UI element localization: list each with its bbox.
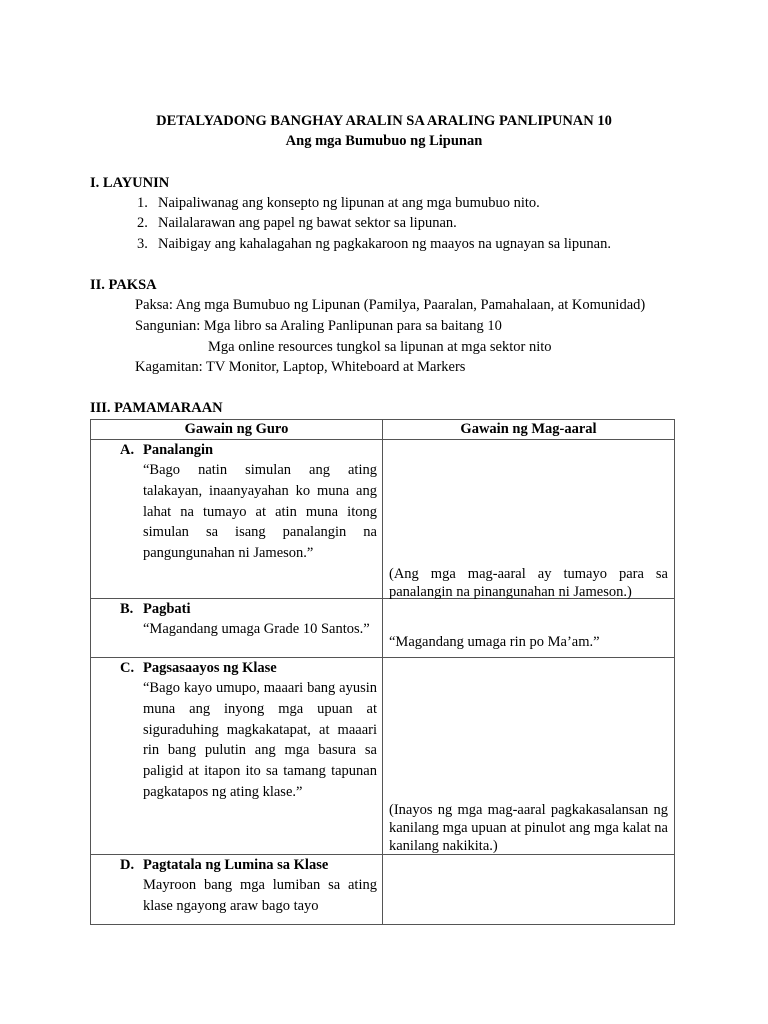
student-activity-cell (383, 440, 675, 599)
teacher-activity-cell (91, 855, 383, 925)
item-title: Pagbati (143, 601, 191, 617)
teacher-script: “Bago kayo umupo, maaari bang ayusin muna ang inyong mga upuan at siguraduhing magkakatapat, at maaari rin bang pulutin ang mga basura sa paligid at itapon ito sa tamang tapunan pagkatapos ng ating klase.” (143, 680, 377, 800)
teacher-script: “Bago natin simulan ang ating talakayan, inaanyayahan ko muna ang lahat na tumayo at atin muna itong simulan sa isang panalangin na pangungunahan ni Jameson.” (143, 462, 377, 562)
table-row (91, 658, 675, 855)
student-activity-cell (383, 599, 675, 658)
objective-item-2: Nailalarawan ang papel ng bawat sektor sa lipunan. (158, 215, 457, 231)
objective-number-2: 2. (137, 215, 148, 231)
paksa-reference: Sangunian: Mga libro sa Araling Panlipunan para sa baitang 10 (135, 318, 502, 334)
student-activity-cell (383, 855, 675, 925)
item-letter: D. (120, 857, 135, 873)
paksa-topic: Paksa: Ang mga Bumubuo ng Lipunan (Pamilya, Paaralan, Pamahalaan, at Komunidad) (135, 297, 646, 313)
item-letter: A. (120, 442, 135, 458)
table-row (91, 855, 675, 925)
teacher-activity-cell (91, 658, 383, 855)
teacher-script: “Magandang umaga Grade 10 Santos.” (143, 621, 370, 637)
teacher-script: Mayroon bang mga lumiban sa ating klase ngayong araw bago tayo (143, 877, 377, 914)
student-response: (Ang mga mag-aaral ay tumayo para sa panalangin na pinangunahan ni Jameson.) (389, 566, 668, 600)
paksa-materials: Kagamitan: TV Monitor, Laptop, Whiteboard at Markers (135, 359, 466, 375)
objective-number-3: 3. (137, 236, 148, 252)
teacher-activity-cell (91, 440, 383, 599)
item-letter: B. (120, 601, 134, 617)
objective-item-3: Naibigay ang kahalagahan ng pagkakaroon ng maayos na ugnayan sa lipunan. (158, 236, 611, 252)
student-column-header: Gawain ng Mag-aaral (383, 420, 675, 440)
table-row (91, 440, 675, 599)
procedure-table (90, 419, 675, 925)
item-letter: C. (120, 660, 135, 676)
item-title: Pagsasaayos ng Klase (143, 660, 277, 676)
table-header-row (91, 420, 675, 440)
paksa-reference-2: Mga online resources tungkol sa lipunan at mga sektor nito (208, 339, 552, 355)
page-title: DETALYADONG BANGHAY ARALIN SA ARALING PANLIPUNAN 10 (156, 113, 612, 129)
page-subtitle: Ang mga Bumubuo ng Lipunan (285, 133, 483, 149)
student-activity-cell (383, 658, 675, 855)
teacher-column-header: Gawain ng Guro (91, 420, 383, 440)
section-heading-paksa: II. PAKSA (90, 277, 157, 293)
teacher-activity-cell (91, 599, 383, 658)
objective-number-1: 1. (137, 195, 148, 211)
student-response: “Magandang umaga rin po Ma’am.” (389, 634, 600, 650)
section-heading-pamamaraan: III. PAMAMARAAN (90, 400, 223, 416)
section-heading-layunin: I. LAYUNIN (90, 175, 170, 191)
student-response: (Inayos ng mga mag-aaral pagkakasalansan ng kanilang mga upuan at pinulot ang mga kalat na kanilang nakikita.) (389, 802, 668, 854)
objective-item-1: Naipaliwanag ang konsepto ng lipunan at ang mga bumubuo nito. (158, 195, 540, 211)
table-row (91, 599, 675, 658)
item-title: Pagtatala ng Lumina sa Klase (143, 857, 329, 873)
item-title: Panalangin (143, 442, 214, 458)
